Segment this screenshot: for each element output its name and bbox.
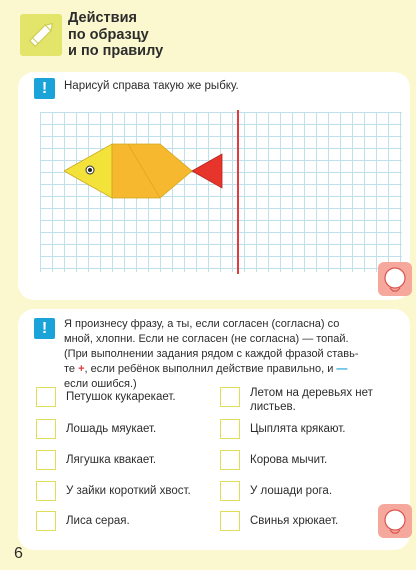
answer-checkbox[interactable] <box>36 387 56 407</box>
plus-mark: + <box>78 363 85 375</box>
check-circle-icon <box>378 262 412 296</box>
instruction-text: те <box>64 363 76 375</box>
statement-label: Цыплята крякают. <box>250 423 346 435</box>
exclamation-icon: ! <box>34 78 55 99</box>
minus-mark: — <box>336 363 348 375</box>
statement-label-line: листьев. <box>250 401 296 413</box>
instruction-line: мной, хлопни. Если не согласен (не согласна) — топай. <box>64 333 349 345</box>
section-title-line: по образцу <box>68 26 149 43</box>
pencil-icon <box>20 14 62 56</box>
statement-label: Лиса серая. <box>66 515 130 527</box>
statement-label <box>250 386 373 414</box>
statement-label: У зайки короткий хвост. <box>66 485 191 497</box>
answer-checkbox[interactable] <box>220 511 240 531</box>
instruction-line: (При выполнении задания рядом с каждой фразой ставь- <box>64 348 359 360</box>
answer-checkbox[interactable] <box>220 481 240 501</box>
answer-checkbox[interactable] <box>36 419 56 439</box>
answer-checkbox[interactable] <box>220 450 240 470</box>
task-card-statements <box>18 309 410 550</box>
statement-label: Корова мычит. <box>250 454 328 466</box>
answer-checkbox[interactable] <box>36 511 56 531</box>
statement-label: Петушок кукарекает. <box>66 391 176 403</box>
grid-divider <box>237 110 239 274</box>
instruction-line <box>64 362 400 377</box>
task-card-drawing <box>18 72 410 300</box>
answer-checkbox[interactable] <box>36 481 56 501</box>
answer-checkbox[interactable] <box>220 387 240 407</box>
section-title <box>68 10 268 60</box>
answer-checkbox[interactable] <box>36 450 56 470</box>
statement-label: У лошади рога. <box>250 485 333 497</box>
task-instruction <box>64 317 400 392</box>
check-circle-icon <box>378 504 412 538</box>
section-title-line: и по правилу <box>68 43 164 59</box>
instruction-line: Я произнесу фразу, а ты, если согласен (согласна) со <box>64 318 340 330</box>
section-title-line: Действия <box>68 10 137 26</box>
task-instruction: Нарисуй справа такую же рыбку. <box>64 80 239 92</box>
statement-label: Свинья хрюкает. <box>250 515 339 527</box>
fish-icon <box>64 140 234 202</box>
statement-label: Лошадь мяукает. <box>66 423 157 435</box>
page-number: 6 <box>14 545 23 562</box>
statement-label: Лягушка квакает. <box>66 454 157 466</box>
instruction-line: если ошибся.) <box>64 378 137 390</box>
answer-checkbox[interactable] <box>220 419 240 439</box>
exclamation-icon: ! <box>34 318 55 339</box>
statement-label-line: Летом на деревьях нет <box>250 387 373 399</box>
instruction-text: , если ребёнок выполнил действие правильно, и <box>84 363 334 375</box>
